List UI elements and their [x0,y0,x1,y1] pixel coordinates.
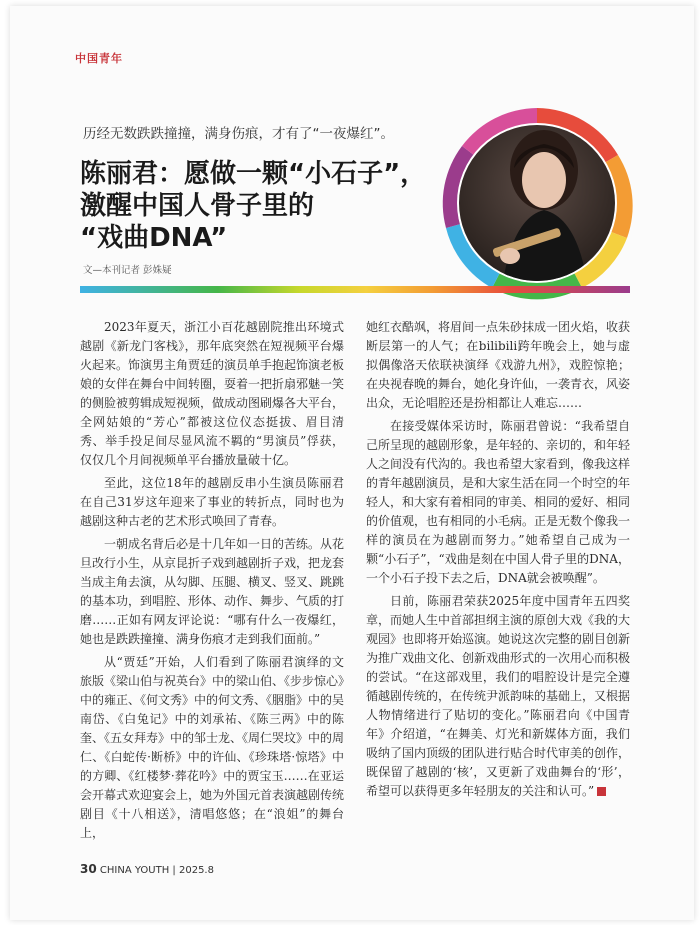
headline-line-1: 陈丽君：愿做一颗“小石子”， [80,159,427,189]
intro-deck: 历经无数跌跌撞撞，满身伤痕，才有了“一夜爆红”。 [83,126,394,142]
paragraph-last [366,592,630,801]
paragraph: 至此，这位18年的越剧反串小生演员陈丽君在自己31岁这年迎来了事业的转折点，同时也为越剧这种古老的艺术形式唤回了青春。 [80,476,344,528]
end-mark-icon [597,787,606,796]
paragraph: 从“贾廷”开始，人们看到了陈丽君演绎的文旅版《梁山伯与祝英台》中的梁山伯、《步步惊心》中的雍正、《何文秀》中的何文秀、《胭脂》中的吴南岱、《白兔记》中的刘承祐、《陈三两》中的陈奎、《五女拜寿》中的邹士龙、《周仁哭坟》中的周仁、《白蛇传·断桥》中的许仙、《珍珠塔·惊塔》中的方卿、《红楼梦·葬花吟》中的贾宝玉……在亚运会开幕式欢迎宴会上，她为外国元首表演越剧传统剧目《十八相送》，清唱悠悠；在“浪姐”的舞台上， [80,655,345,840]
right-column [366,318,630,823]
paragraph: 2023年夏天，浙江小百花越剧院推出环境式越剧《新龙门客栈》，那年底突然在短视频平台爆火起来。饰演男主角贾廷的演员单手抱起饰演老板娘的女伴在舞台中间转圈，耍着一把折扇邪魅一笑的侧脸被剪辑成短视频，做成动图刷爆各大平台，全网姑娘的“芳心”都被这位仪态挺拔、眉目清秀、举手投足间尽显风流不羁的“男演员”俘获，仅仅几个月间视频单平台播放量破十亿。 [80,320,345,467]
paragraph: 她红衣酷飒，将眉间一点朱砂抹成一团火焰，收获断层第一的人气；在bilibili跨年晚会上，她与虚拟偶像洛天依联袂演绎《戏游九州》，戏腔惊艳；在央视春晚的舞台，她化身许仙，一袭青衣，风姿出众，无论唱腔还是扮相都让人难忘…… [366,320,631,410]
rainbow-ring-portrait [432,98,642,308]
portrait-photo [432,98,642,308]
article-body [80,318,631,840]
magazine-logo: 中国青年 [75,52,123,65]
article-headline [80,158,440,254]
magazine-name: CHINA YOUTH [99,865,170,876]
paragraph-text: 日前，陈丽君荣获2025年度中国青年五四奖章，而她人生中首部担纲主演的原创大戏《我的大观园》也即将开始巡演。她说这次完整的剧目创新为推广戏曲文化、创新戏曲形式的一次用心而积极的尝试。“在这部戏里，我们的唱腔设计是完全遵循越剧传统的，在传统尹派韵味的基础上，又根据人物情绪进行了贴切的变化。”陈丽君向《中国青年》介绍道，“在舞美、灯光和新媒体方面，我们吸纳了国内顶级的团队进行贴合时代审美的创作，既保留了越剧的‘核’，又更新了戏曲舞台的‘形’，希望可以获得更多年轻朋友的关注和认可。” [366,594,631,798]
paragraph: 一朝成名背后必是十几年如一日的苦练。从花旦改行小生，从京昆折子戏到越剧折子戏，把龙套当成主角去演，从勾脚、压腿、横叉、竖叉、跳跳的基本功，到唱腔、形体、动作、舞步、气质的打磨……正如有网友评论说：“哪有什么一夜爆红，她也是跌跌撞撞、满身伤痕才走到我们面前。” [80,537,345,646]
rainbow-divider [80,286,630,293]
left-column [80,318,345,840]
issue-date: 2025.8 [178,865,214,876]
headline-line-2: 激醒中国人骨子里的 [80,191,315,221]
page-number: 30 [80,862,97,876]
footer-separator: | [172,865,176,876]
byline: 文—本刊记者 彭姝疑 [83,265,172,276]
paragraph: 在接受媒体采访时，陈丽君曾说：“我希望自己所呈现的越剧形象，是年轻的、亲切的，和年轻人之间没有代沟的。我也希望大家看到，像我这样的青年越剧演员，是和大家生活在同一个时空的年轻人，和大家有着相同的审美、相同的爱好、相同的价值观，也有相同的小毛病。正是无数个像我一样的演员在为越剧而努力。”她希望自己成为一颗“小石子”，“戏曲是刻在中国人骨子里的DNA，一个小石子投下去之后，DNA就会被唤醒”。 [366,419,631,585]
page-footer [80,862,214,876]
headline-line-3: “戏曲DNA” [80,223,228,253]
